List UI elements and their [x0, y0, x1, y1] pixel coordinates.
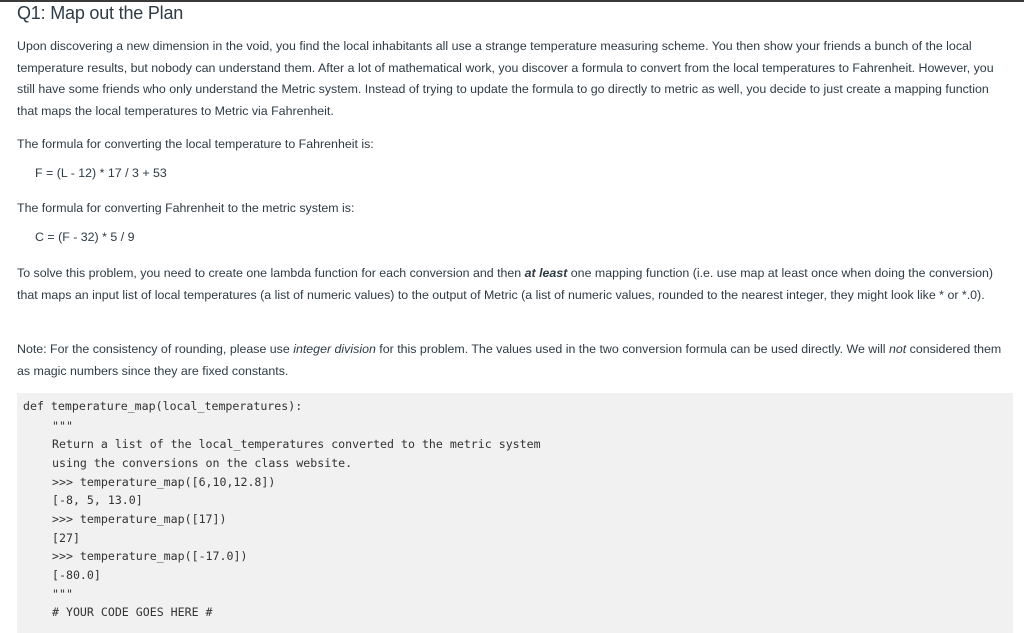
code-line: using the conversions on the class website.	[52, 456, 353, 470]
code-block	[17, 393, 1013, 633]
note-emphasis-integer-division: integer division	[293, 342, 376, 356]
code-line: [27]	[52, 531, 80, 545]
code-line: >>> temperature_map([-17.0])	[52, 549, 248, 563]
note-paragraph	[17, 339, 1011, 382]
code-def-line: def temperature_map(local_temperatures):	[23, 399, 303, 413]
code-line: >>> temperature_map([17])	[52, 512, 227, 526]
note-text-start: Note: For the consistency of rounding, please use	[17, 342, 294, 356]
code-line: [-8, 5, 13.0]	[52, 493, 143, 507]
question-title: Q1: Map out the Plan	[17, 3, 184, 23]
instructions-text-start: To solve this problem, you need to create one lambda function for each conversion and then	[17, 266, 525, 280]
instructions-paragraph	[17, 263, 1011, 306]
code-line: >>> temperature_map([6,10,12.8])	[52, 475, 276, 489]
metric-formula-label: The formula for converting Fahrenheit to the metric system is:	[17, 201, 355, 215]
instructions-text-end: one mapping function (i.e. use map at least once when doing the conversion) that maps an input list of local temperatures (a list of numeric values) to the output of Metric (a list of numeric values, rounded to the nearest integer, they might look like * or *.0).	[17, 266, 994, 302]
instructions-emphasis: at least	[524, 266, 568, 280]
note-text-middle: for this problem. The values used in the two conversion formula can be used directly. We will	[375, 342, 889, 356]
fahrenheit-formula-label: The formula for converting the local temperature to Fahrenheit is:	[17, 137, 374, 151]
code-line: [-80.0]	[52, 568, 101, 582]
code-line: # YOUR CODE GOES HERE #	[52, 605, 213, 619]
intro-paragraph: Upon discovering a new dimension in the void, you find the local inhabitants all use a strange temperature measuring scheme. You then show your friends a bunch of the local temperature results, but nobody can understand them. After a lot of mathematical work, you discover a formula to convert from the local temperatures to Fahrenheit. However, you still have some friends who only understand the Metric system. Instead of trying to update the formula to go directly to metric as well, you decide to just create a mapping function that maps the local temperatures to Metric via Fahrenheit.	[17, 39, 994, 118]
metric-formula: C = (F - 32) * 5 / 9	[35, 230, 135, 244]
note-emphasis-not: not	[888, 342, 907, 356]
code-line: """	[52, 587, 73, 601]
code-line: Return a list of the local_temperatures converted to the metric system	[52, 437, 541, 451]
code-line: """	[52, 419, 73, 433]
fahrenheit-formula: F = (L - 12) * 17 / 3 + 53	[35, 166, 167, 180]
note-text-end: considered them as magic numbers since they are fixed constants.	[17, 342, 1002, 378]
